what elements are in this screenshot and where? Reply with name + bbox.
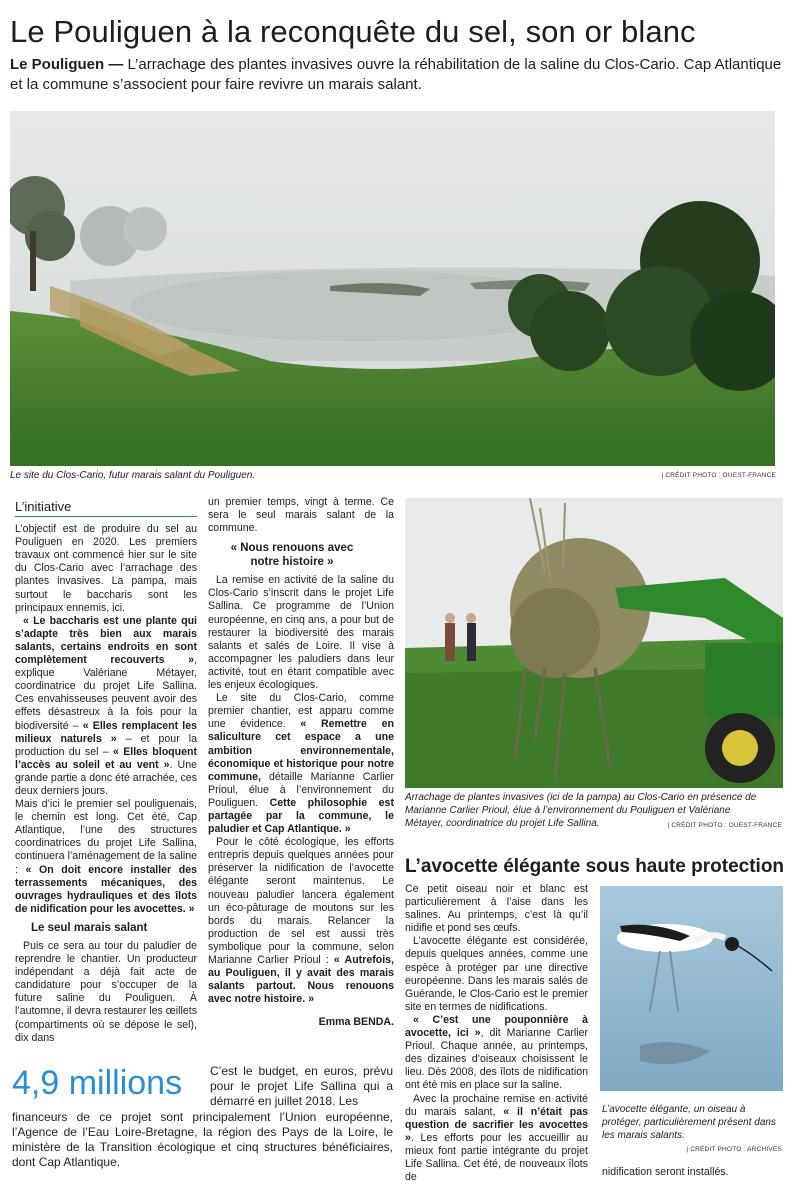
intertitle: Le seul marais salant (31, 921, 148, 934)
tractor-photo (405, 498, 783, 788)
article-paragraph (15, 615, 197, 798)
budget-text-below: financeurs de ce projet sont principalement l’Union européenne, l’Agence de l’Eau Loire-Bretagne, la région des Pays de la Loire, le ministère de la Transition écologique et cinq structures bénéficiaires, dont Cap Atlantique. (12, 1110, 393, 1169)
text: détaille Marianne Carlier Prioul, élue à l’environnement du Pouliguen. (208, 770, 394, 809)
avocette-paragraph (405, 1014, 588, 1093)
avocet-bird-image (600, 886, 783, 1091)
quote: « Elles remplacent les milieux naturels » (15, 719, 197, 745)
article-paragraph: Puis ce sera au tour du paludier de reprendre le chantier. Un producteur indépendant a déjà fait acte de candidature pour s’occuper de la future saline du Pouliguen. À l’automne, il devra restaurer les œillets (compartiments où se dépose le sel), dix dans (15, 940, 197, 1044)
avocet-photo (600, 886, 783, 1091)
text: . Une grande partie a donc été arrachée, ces deux derniers jours. (15, 758, 197, 797)
intertitle: « Nous renouons avec notre histoire » (230, 542, 354, 569)
signature: Emma BENDA. (318, 1016, 394, 1029)
text: . Les efforts pour les accueillir au mieux font partie intégrante du projet Life Sallina. Cet été, de nouveaux îlots de (405, 1131, 588, 1184)
quote: « Remettre en saliculture cet espace a une ambition environnementale, économique et historique pour notre commune, (208, 718, 394, 783)
tractor-uprooting-pampa-image (405, 498, 783, 788)
avocette-paragraph: Ce petit oiseau noir et blanc est particulièrement à l’aise dans les salines. Au printemps, c’est là qu’il nidifie et pond ses œufs. (405, 883, 588, 935)
budget-figure: 4,9 millions (12, 1064, 183, 1102)
avocet-photo-credit: | CRÉDIT PHOTO : ARCHIVES (686, 1146, 782, 1153)
standfirst-text: L’arrachage des plantes invasives ouvre la réhabilitation de la saline du Clos-Cario. Cap Atlantique et la commune s’associent pour faire revivre un marais salant. (10, 56, 782, 93)
avocet-photo-caption: L’avocette élégante, un oiseau à protéger, particulièrement présent dans les marais salants. (602, 1104, 776, 1141)
text: Le site du Clos-Cario, comme premier chantier, est apparu comme une évidence. (208, 692, 394, 731)
main-photo-caption: Le site du Clos-Cario, futur marais salant du Pouliguen. (10, 470, 256, 481)
main-photo (10, 111, 775, 466)
article-paragraph (208, 692, 394, 836)
tractor-photo-caption: Arrachage de plantes invasives (ici de la pampa) au Clos-Cario en présence de Marianne Carlier Prioul, élue à l’environnement du Pouliguen et Valériane Métayer, coordinatrice du projet Life Sallina. (405, 792, 757, 829)
quote: « Le baccharis est une plante qui s’adapte très bien aux marais salants, certains endroits en sont complètement recouverts » (15, 614, 197, 667)
text: Mais d’ici le premier sel pouliguenais, le chemin est long. Cet été, Cap Atlantique, l’une des structures coordinatrices du projet Life Sallina, continuera l’aménagement de la saline : (15, 798, 197, 876)
text: Avec la prochaine remise en activité du marais salant, (405, 1092, 588, 1118)
kicker: L’initiative (15, 500, 197, 517)
text: , dit Marianne Carlier Prioul. Chaque année, au printemps, des dizaines d’oiseaux choisissent le lieu. Dès 2008, des îlots de nidification ont été mis en place sur la saline. (405, 1027, 588, 1092)
article-paragraph: L’objectif est de produire du sel au Pouliguen en 2020. Les premiers travaux ont commencé hier sur le site du Clos-Cario avec l’arrachage des plantes invasives. La pampa, mais surtout le baccharis sont les principaux ennemis, ici. (15, 523, 197, 614)
quote: « Elles bloquent l’accès au soleil et au vent » (15, 745, 197, 771)
avocette-column (405, 883, 588, 1184)
budget-text-right: C’est le budget, en euros, prévu pour le projet Life Sallina qui a démarré en juillet 2018. Les (210, 1064, 393, 1108)
article-paragraph: La remise en activité de la saline du Clos-Cario s’inscrit dans le projet Life Sallina. Ce programme de l’Union européenne, en cinq ans, a pour but de restaurer la biodiversité des marais salants et salés de Loire. Il vise à accompagner les paludiers dans leur activité, tout en étant compatible avec les enjeux écologiques. (208, 574, 394, 692)
article-column-2 (208, 496, 394, 1029)
quote: « il n’était pas question de sacrifier les avocettes » (405, 1105, 588, 1144)
text: Pour le côté écologique, les efforts entrepris depuis quelques années pour préserver la nidification de l’avocette élégante seront maintenus. Le nouveau paludier lancera également un éco-pâturage de moutons sur les bords du marais. Relancer la production de sel est aussi très symbolique pour la commune, selon Marianne Carlier Prioul : (208, 836, 394, 966)
quote: « On doit encore installer des terrassements mécaniques, des ouvrages hydrauliques et des îlots de nidification pour les avocettes. » (15, 863, 197, 915)
quote: Cette philosophie est partagée par la commune, le paludier et Cap Atlantique. » (208, 796, 394, 836)
headline: Le Pouliguen à la reconquête du sel, son or blanc (10, 14, 696, 49)
standfirst-place: Le Pouliguen — (10, 56, 124, 73)
avocette-paragraph: L’avocette élégante est considérée, depuis quelques années, comme une espèce à protéger par une directive européenne. Dans les marais salés de Guérande, le Clos-Cario est le premier site en termes de nidifications. (405, 935, 588, 1013)
text: , explique Valériane Métayer, coordinatrice du projet Life Sallina. Ces envahisseuses peuvent avoir des effets désastreux à la fois pour la biodiversité – (15, 654, 197, 732)
avocette-title: L’avocette élégante sous haute protection (405, 856, 785, 877)
quote: « Autrefois, au Pouliguen, il y avait des marais salants partout. Nous renouons avec notre histoire. » (208, 954, 394, 1006)
text: – et pour la production du sel – (15, 732, 198, 758)
avocette-paragraph-end: nidification seront installés. (602, 1166, 729, 1178)
avocette-paragraph (405, 1093, 588, 1185)
article-column-1 (15, 500, 197, 1045)
article-paragraph: un premier temps, vingt à terme. Ce sera le seul marais salant de la commune. (208, 496, 394, 535)
article-paragraph (15, 798, 197, 916)
quote: « C’est une pouponnière à avocette, ici » (405, 1013, 588, 1040)
article-paragraph (208, 836, 394, 1006)
standfirst (10, 55, 785, 95)
main-photo-credit: | CRÉDIT PHOTO : OUEST-FRANCE (661, 472, 776, 479)
tractor-photo-credit: | CRÉDIT PHOTO : OUEST-FRANCE (667, 822, 782, 829)
marsh-landscape-image (10, 111, 775, 466)
